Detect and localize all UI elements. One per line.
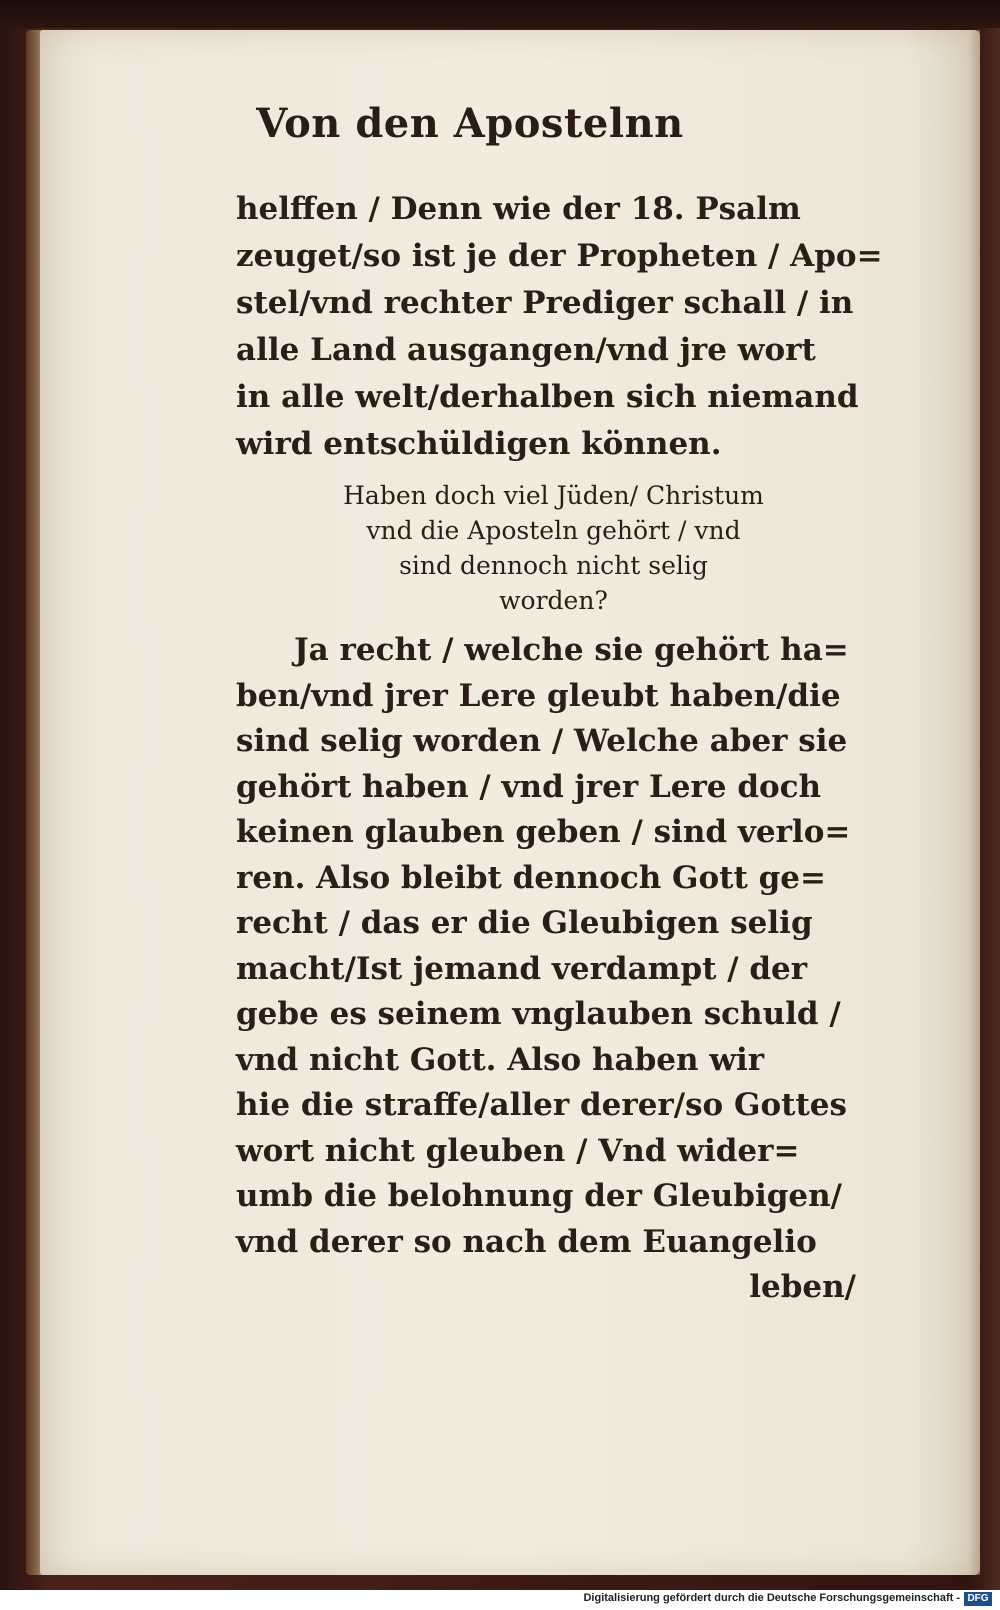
text-line: wird entschüldigen können.	[236, 426, 722, 462]
text-line: hie die straffe/aller derer/so Gottes	[236, 1087, 847, 1123]
paragraph-1	[236, 186, 883, 468]
footer-credit: Digitalisierung gefördert durch die Deutsche Forschungsgemeinschaft -	[583, 1592, 960, 1604]
text-line: recht / das er die Gleubigen selig	[236, 905, 813, 941]
text-line: ben/vnd jrer Lere gleubt haben/die	[236, 677, 841, 714]
page-edge	[968, 30, 980, 1575]
text-line: umb die belohnung der Gleubigen/	[236, 1178, 842, 1214]
caption-line: worden?	[499, 586, 608, 615]
text-line: macht/Ist jemand verdampt / der	[236, 950, 808, 987]
text-line: gehört haben / vnd jrer Lere doch	[236, 768, 822, 805]
caption-line: vnd die Aposteln gehört / vnd	[366, 516, 741, 545]
paragraph-2	[236, 628, 876, 1311]
text-line: sind selig worden / Welche aber sie	[236, 723, 848, 759]
text-line: Ja recht / welche sie gehört ha=	[294, 632, 849, 668]
text-line: zeuget/so ist je der Propheten / Apo=	[236, 238, 883, 274]
catchword-line: leben/	[749, 1269, 856, 1305]
text-line: keinen glauben geben / sind verlo=	[236, 814, 851, 850]
running-head: Von den Apostelnn	[256, 100, 684, 147]
text-line: ren. Also bleibt dennoch Gott ge=	[236, 859, 826, 896]
digitization-footer	[0, 1590, 1000, 1610]
caption-line: Haben doch viel Jüden/ Christum	[343, 481, 764, 510]
caption-line: sind dennoch nicht selig	[399, 551, 708, 580]
text-line: alle Land ausgangen/vnd jre wort	[236, 332, 816, 368]
text-line: vnd nicht Gott. Also haben wir	[236, 1041, 765, 1078]
question-caption	[236, 478, 871, 618]
text-line: gebe es seinem vnglauben schuld /	[236, 996, 841, 1032]
dfg-logo-icon: DFG	[964, 1592, 992, 1606]
text-line: helffen / Denn wie der 18. Psalm	[236, 191, 801, 227]
text-line: in alle welt/derhalben sich niemand	[236, 379, 859, 415]
text-line: stel/vnd rechter Prediger schall / in	[236, 285, 854, 321]
text-line: vnd derer so nach dem Euangelio	[236, 1223, 817, 1260]
book-cover-top	[0, 0, 1000, 28]
text-line: wort nicht gleuben / Vnd wider=	[236, 1132, 800, 1169]
